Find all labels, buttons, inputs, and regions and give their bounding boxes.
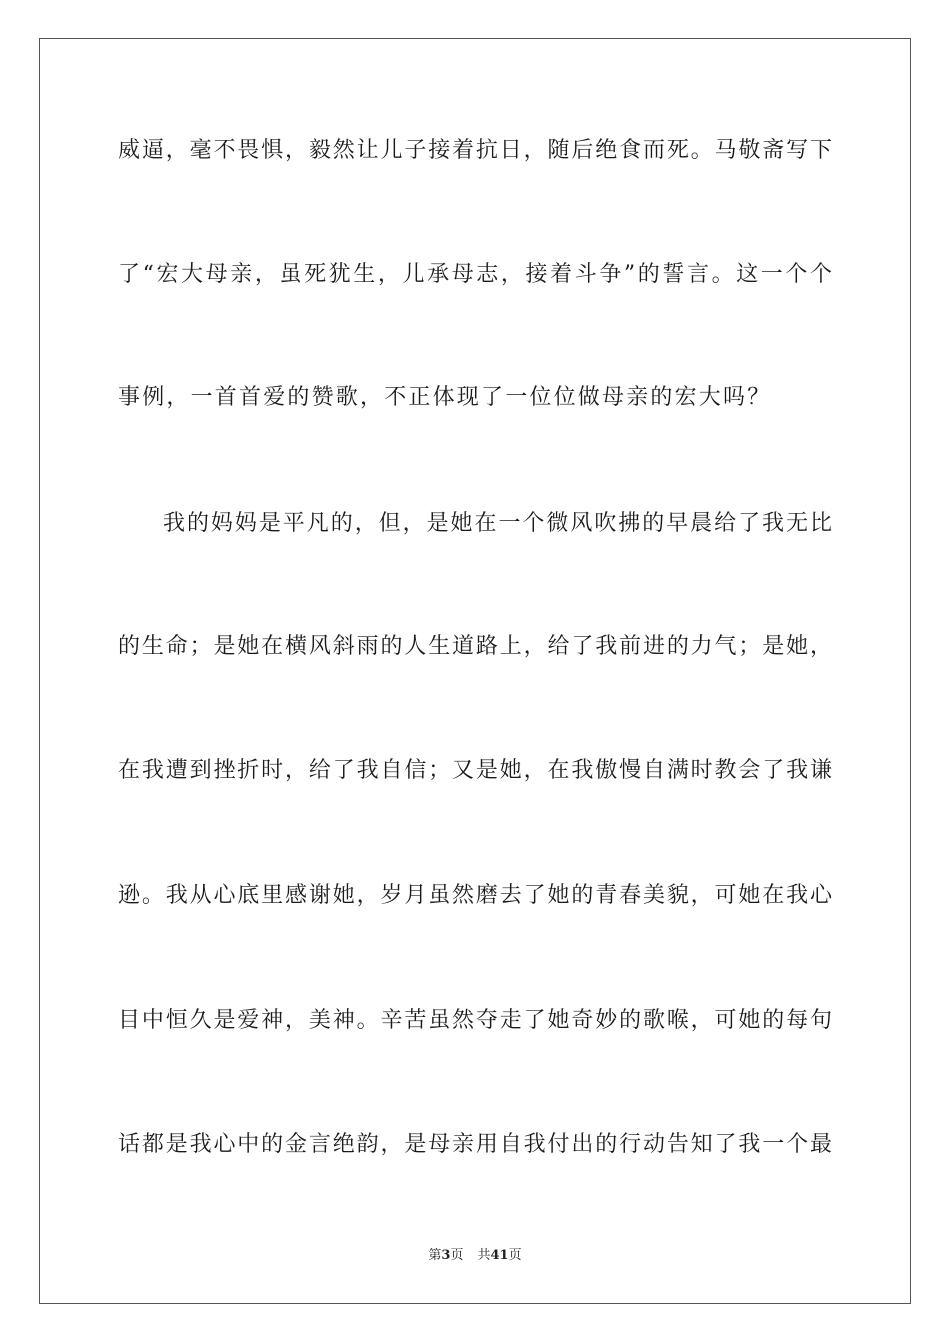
text-line-3: 事例，一首首爱的赞歌，不正体现了一位位做母亲的宏大吗？	[118, 385, 772, 410]
text-line-9: 话都是我心中的金言绝韵，是母亲用自我付出的行动告知了我一个最	[118, 1132, 832, 1157]
total-suffix: 页	[508, 1248, 522, 1263]
text-line-5: 的生命；是她在横风斜雨的人生道路上，给了我前进的力气；是她，	[118, 634, 832, 659]
text-line-2: 了“宏大母亲，虽死犹生，儿承母志，接着斗争”的誓言。这一个个	[118, 262, 832, 287]
page-footer	[0, 1247, 950, 1265]
page-number: 3	[441, 1248, 451, 1263]
text-line-1: 威逼，毫不畏惧，毅然让儿子接着抗日，随后绝食而死。马敬斋写下	[118, 138, 832, 163]
page-border	[39, 38, 911, 1304]
text-line-4: 我的妈妈是平凡的，但，是她在一个微风吹拂的早晨给了我无比	[163, 511, 832, 536]
total-prefix: 共	[477, 1248, 491, 1263]
text-line-7: 逊。我从心底里感谢她，岁月虽然磨去了她的青春美貌，可她在我心	[118, 883, 832, 908]
text-line-6: 在我遭到挫折时，给了我自信；又是她，在我傲慢自满时教会了我谦	[118, 758, 832, 783]
total-pages: 41	[490, 1248, 509, 1263]
page-suffix: 页	[450, 1248, 464, 1263]
page-prefix: 第	[428, 1248, 442, 1263]
text-line-8: 目中恒久是爱神，美神。辛苦虽然夺走了她奇妙的歌喉，可她的每句	[118, 1008, 832, 1033]
